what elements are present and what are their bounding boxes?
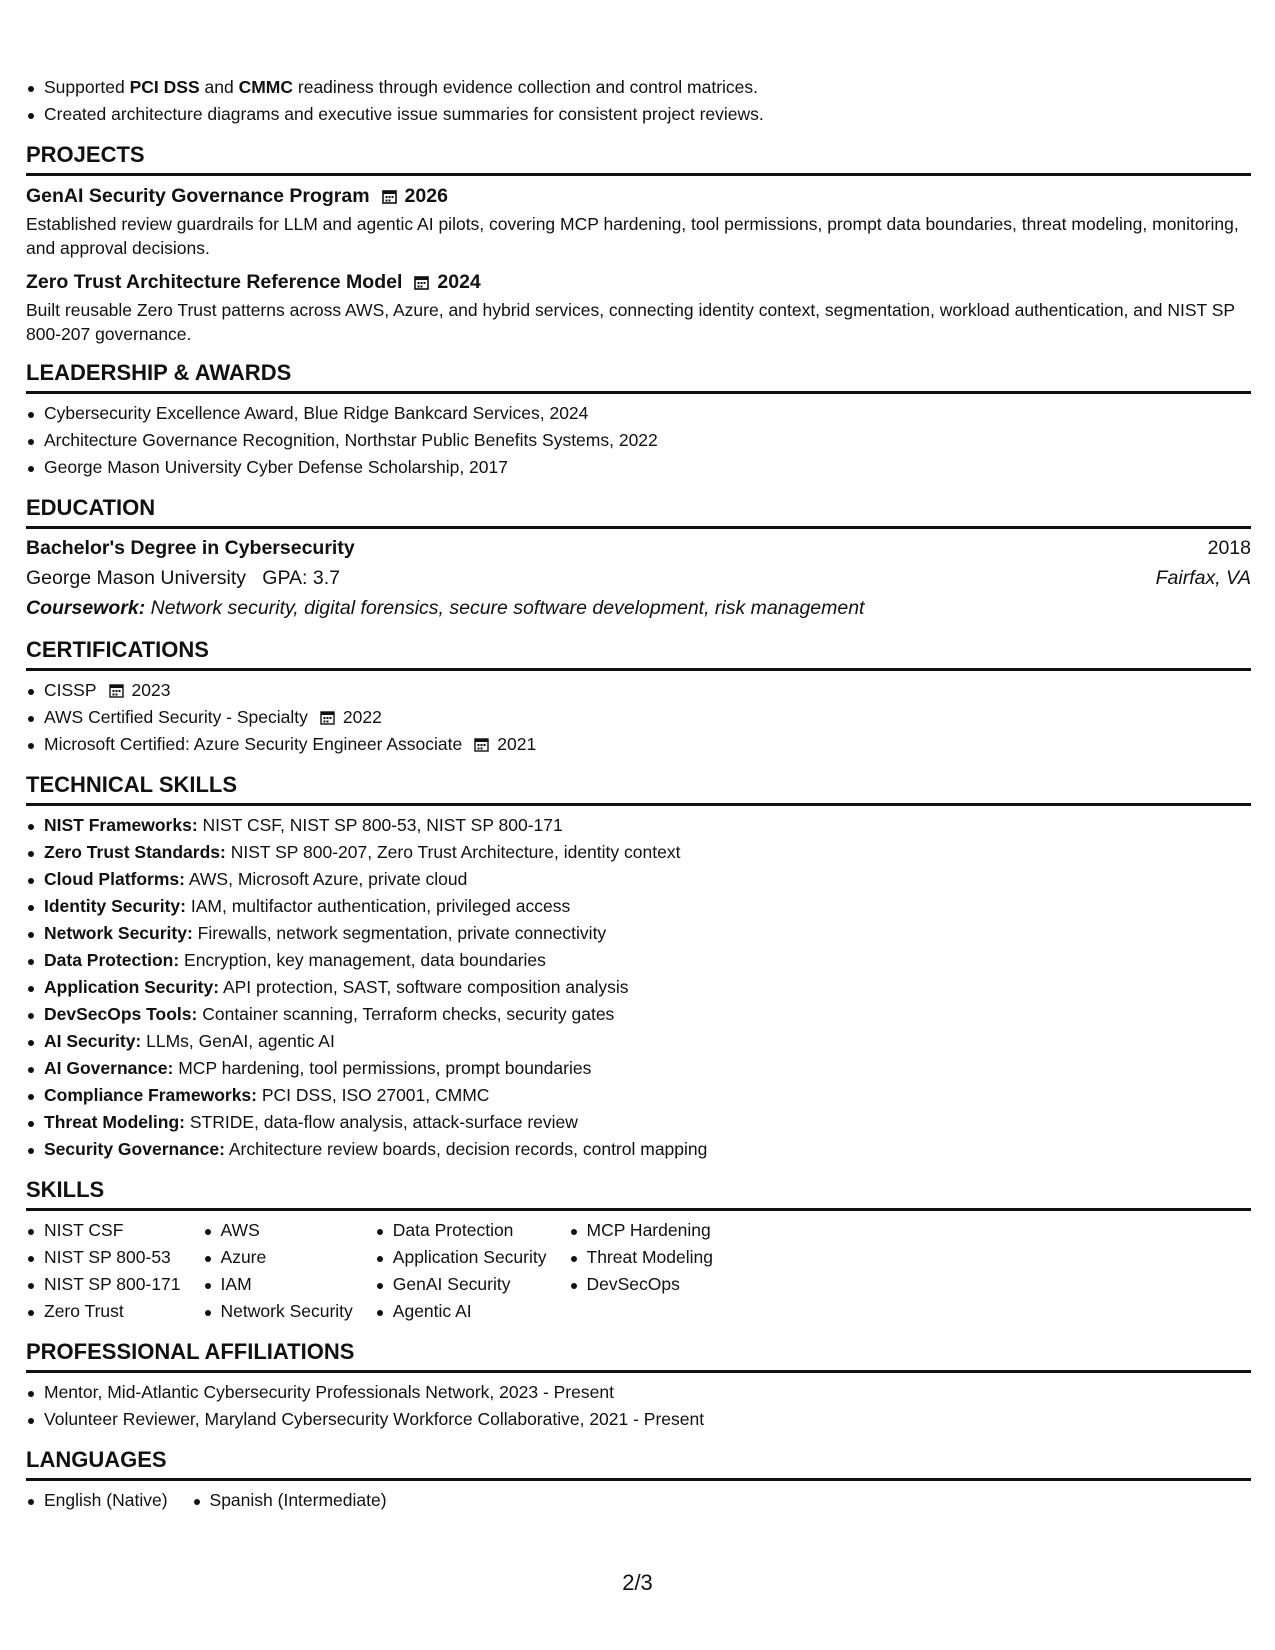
leadership-list <box>26 400 1251 481</box>
list-item: Volunteer Reviewer, Maryland Cybersecurity Workforce Collaborative, 2021 - Present <box>26 1406 1251 1433</box>
cert-year: 2022 <box>342 707 382 727</box>
list-item: Azure <box>203 1244 353 1271</box>
skills-grid <box>26 1217 1251 1325</box>
cert-name: CISSP <box>44 680 97 700</box>
list-item: Created architecture diagrams and executive issue summaries for consistent project reviews. <box>26 101 1251 128</box>
experience-continuation-list <box>26 74 1251 128</box>
project-year: 2024 <box>437 271 481 293</box>
list-item: Zero Trust Standards: NIST SP 800-207, Zero Trust Architecture, identity context <box>26 839 1251 866</box>
affiliations-section <box>26 1339 1251 1433</box>
calendar-icon <box>320 710 335 725</box>
list-item: Architecture Governance Recognition, Northstar Public Benefits Systems, 2022 <box>26 427 1251 454</box>
certifications-section <box>26 637 1251 758</box>
list-item: MCP Hardening <box>569 1217 713 1244</box>
section-divider <box>26 1370 1251 1373</box>
school-name: George Mason University <box>26 567 247 589</box>
technical-skills-section <box>26 772 1251 1163</box>
calendar-icon <box>474 737 489 752</box>
skills-column <box>569 1217 713 1325</box>
school-location: Fairfax, VA <box>1155 567 1251 589</box>
section-title: TECHNICAL SKILLS <box>26 772 238 797</box>
section-title: LEADERSHIP & AWARDS <box>26 360 292 385</box>
list-item: Application Security: API protection, SAST, software composition analysis <box>26 974 1251 1001</box>
section-title: PROFESSIONAL AFFILIATIONS <box>26 1339 355 1364</box>
list-item: Data Protection <box>375 1217 547 1244</box>
cert-name: AWS Certified Security - Specialty <box>44 707 308 727</box>
section-divider <box>26 526 1251 529</box>
list-item: English (Native) <box>26 1487 168 1514</box>
list-item: NIST SP 800-171 <box>26 1271 181 1298</box>
page-number: 2/3 <box>622 1570 653 1595</box>
list-item: George Mason University Cyber Defense Scholarship, 2017 <box>26 454 1251 481</box>
languages-section <box>26 1447 1251 1514</box>
cert-year: 2021 <box>497 734 537 754</box>
list-item: AWS <box>203 1217 353 1244</box>
section-title: PROJECTS <box>26 142 145 167</box>
list-item: NIST SP 800-53 <box>26 1244 181 1271</box>
projects-section <box>26 142 1251 346</box>
project-item <box>26 184 1251 260</box>
graduation-year: 2018 <box>1207 537 1251 559</box>
degree-name: Bachelor's Degree in Cybersecurity <box>26 537 355 559</box>
list-item: NIST CSF <box>26 1217 181 1244</box>
list-item: Threat Modeling <box>569 1244 713 1271</box>
list-item: Cloud Platforms: AWS, Microsoft Azure, private cloud <box>26 866 1251 893</box>
list-item: Network Security: Firewalls, network segmentation, private connectivity <box>26 920 1251 947</box>
project-description: Established review guardrails for LLM and agentic AI pilots, covering MCP hardening, tool permissions, prompt data boundaries, threat modeling, monitoring, and approval decisions. <box>26 214 1239 258</box>
skills-column <box>26 1217 181 1325</box>
section-title: SKILLS <box>26 1177 105 1202</box>
section-divider <box>26 1478 1251 1481</box>
list-item: AI Governance: MCP hardening, tool permissions, prompt boundaries <box>26 1055 1251 1082</box>
resume-page <box>26 74 1251 1514</box>
list-item: Supported PCI DSS and CMMC readiness through evidence collection and control matrices. <box>26 74 1251 101</box>
project-name: GenAI Security Governance Program <box>26 185 370 207</box>
section-title: CERTIFICATIONS <box>26 637 209 662</box>
list-item <box>26 704 1251 731</box>
list-item: Cybersecurity Excellence Award, Blue Ridge Bankcard Services, 2024 <box>26 400 1251 427</box>
calendar-icon <box>414 275 429 290</box>
list-item: GenAI Security <box>375 1271 547 1298</box>
list-item: Threat Modeling: STRIDE, data-flow analysis, attack-surface review <box>26 1109 1251 1136</box>
section-divider <box>26 173 1251 176</box>
list-item: NIST Frameworks: NIST CSF, NIST SP 800-53, NIST SP 800-171 <box>26 812 1251 839</box>
list-item: AI Security: LLMs, GenAI, agentic AI <box>26 1028 1251 1055</box>
section-title: LANGUAGES <box>26 1447 167 1472</box>
education-section <box>26 495 1251 623</box>
leadership-section <box>26 360 1251 481</box>
calendar-icon <box>382 189 397 204</box>
coursework-label: Coursework: <box>26 597 146 619</box>
cert-year: 2023 <box>131 680 171 700</box>
project-description: Built reusable Zero Trust patterns across AWS, Azure, and hybrid services, connecting identity context, segmentation, workload authentication, and NIST SP 800-207 governance. <box>26 300 1235 344</box>
section-title: EDUCATION <box>26 495 156 520</box>
list-item: Application Security <box>375 1244 547 1271</box>
gpa: GPA: 3.7 <box>262 567 340 589</box>
certifications-list <box>26 677 1251 758</box>
list-item: Mentor, Mid-Atlantic Cybersecurity Professionals Network, 2023 - Present <box>26 1379 1251 1406</box>
project-item <box>26 270 1251 346</box>
section-divider <box>26 803 1251 806</box>
project-name: Zero Trust Architecture Reference Model <box>26 271 403 293</box>
languages-list <box>26 1487 1251 1514</box>
affiliations-list <box>26 1379 1251 1433</box>
list-item: DevSecOps Tools: Container scanning, Terraform checks, security gates <box>26 1001 1251 1028</box>
section-divider <box>26 391 1251 394</box>
list-item: Security Governance: Architecture review boards, decision records, control mapping <box>26 1136 1251 1163</box>
list-item: Identity Security: IAM, multifactor authentication, privileged access <box>26 893 1251 920</box>
list-item: Agentic AI <box>375 1298 547 1325</box>
list-item: IAM <box>203 1271 353 1298</box>
project-year: 2026 <box>404 185 448 207</box>
list-item: Spanish (Intermediate) <box>192 1487 387 1514</box>
skills-column <box>375 1217 547 1325</box>
skills-section <box>26 1177 1251 1325</box>
list-item <box>26 731 1251 758</box>
calendar-icon <box>109 683 124 698</box>
list-item <box>26 677 1251 704</box>
list-item: Zero Trust <box>26 1298 181 1325</box>
section-divider <box>26 668 1251 671</box>
cert-name: Microsoft Certified: Azure Security Engineer Associate <box>44 734 463 754</box>
section-divider <box>26 1208 1251 1211</box>
skills-column <box>203 1217 353 1325</box>
list-item: Data Protection: Encryption, key management, data boundaries <box>26 947 1251 974</box>
list-item: Compliance Frameworks: PCI DSS, ISO 27001, CMMC <box>26 1082 1251 1109</box>
coursework: Network security, digital forensics, secure software development, risk management <box>150 597 865 619</box>
list-item: DevSecOps <box>569 1271 713 1298</box>
list-item: Network Security <box>203 1298 353 1325</box>
technical-skills-list <box>26 812 1251 1163</box>
